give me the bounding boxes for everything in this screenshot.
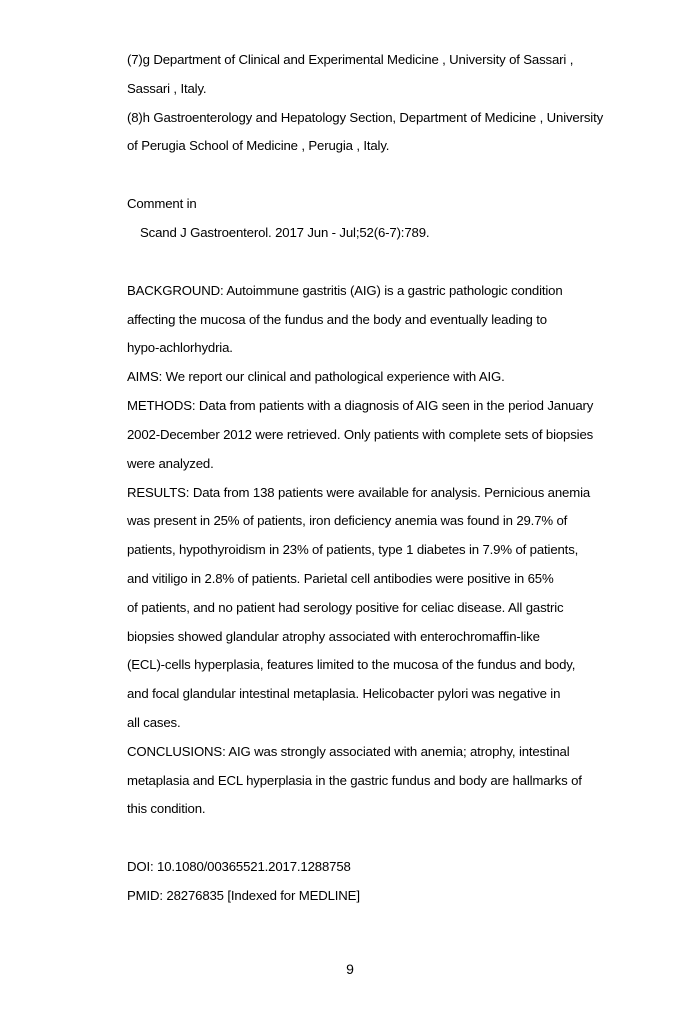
abstract-methods-line: 2002-December 2012 were retrieved. Only patients with complete sets of biopsies: [127, 427, 594, 442]
affiliation-line: of Perugia School of Medicine , Perugia , Italy.: [127, 138, 390, 153]
abstract-results-line: RESULTS: Data from 138 patients were available for analysis. Pernicious anemia: [127, 485, 591, 500]
abstract-conclusions-line: metaplasia and ECL hyperplasia in the gastric fundus and body are hallmarks of: [127, 773, 582, 788]
abstract-conclusions-line: this condition.: [127, 801, 206, 816]
abstract-results-line: (ECL)-cells hyperplasia, features limited to the mucosa of the fundus and body,: [127, 657, 576, 672]
abstract-results-line: of patients, and no patient had serology positive for celiac disease. All gastric: [127, 600, 564, 615]
abstract-background-line: BACKGROUND: Autoimmune gastritis (AIG) is a gastric pathologic condition: [127, 283, 563, 298]
doi-identifier: DOI: 10.1080/00365521.2017.1288758: [127, 859, 351, 874]
abstract-results-line: patients, hypothyroidism in 23% of patients, type 1 diabetes in 7.9% of patients,: [127, 542, 579, 557]
affiliation-line: (8)h Gastroenterology and Hepatology Section, Department of Medicine , University: [127, 110, 604, 125]
abstract-background-line: affecting the mucosa of the fundus and the body and eventually leading to: [127, 312, 547, 327]
abstract-conclusions-line: CONCLUSIONS: AIG was strongly associated with anemia; atrophy, intestinal: [127, 744, 570, 759]
abstract-methods-line: were analyzed.: [127, 456, 214, 471]
affiliation-line: (7)g Department of Clinical and Experimental Medicine , University of Sassari ,: [127, 52, 574, 67]
abstract-results-line: all cases.: [127, 715, 181, 730]
abstract-methods-line: METHODS: Data from patients with a diagnosis of AIG seen in the period January: [127, 398, 594, 413]
affiliation-line: Sassari , Italy.: [127, 81, 207, 96]
abstract-background-line: hypo-achlorhydria.: [127, 340, 233, 355]
abstract-results-line: and vitiligo in 2.8% of patients. Parietal cell antibodies were positive in 65%: [127, 571, 554, 586]
abstract-aims-line: AIMS: We report our clinical and pathological experience with AIG.: [127, 369, 505, 384]
comment-citation: Scand J Gastroenterol. 2017 Jun - Jul;52(6-7):789.: [140, 225, 430, 240]
comment-heading: Comment in: [127, 196, 197, 211]
abstract-results-line: biopsies showed glandular atrophy associated with enterochromaffin-like: [127, 629, 540, 644]
pmid-identifier: PMID: 28276835 [Indexed for MEDLINE]: [127, 888, 360, 903]
abstract-results-line: and focal glandular intestinal metaplasia. Helicobacter pylori was negative in: [127, 686, 561, 701]
page-number: 9: [346, 961, 354, 977]
abstract-results-line: was present in 25% of patients, iron deficiency anemia was found in 29.7% of: [127, 513, 568, 528]
